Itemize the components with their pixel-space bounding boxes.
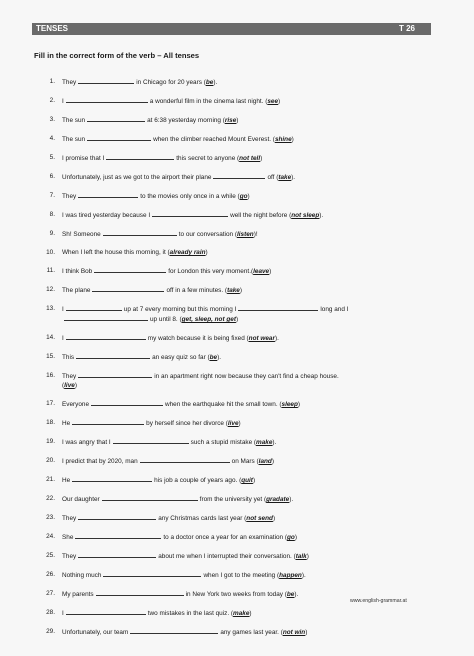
answer-blank[interactable] (87, 134, 151, 141)
item-text-end: ) (252, 477, 256, 484)
exercise-item (34, 371, 438, 390)
answer-blank[interactable] (75, 532, 161, 539)
item-number: 10. (46, 249, 55, 256)
answer-blank[interactable] (94, 266, 166, 273)
verb-hint: already rain (169, 249, 206, 256)
item-text-mid: any games last year. ( (220, 629, 283, 636)
answer-blank[interactable] (92, 285, 164, 292)
exercise-item (34, 570, 438, 580)
answer-blank[interactable] (78, 191, 138, 198)
answer-blank[interactable] (87, 115, 145, 122)
answer-blank[interactable] (130, 627, 218, 634)
answer-blank[interactable] (66, 333, 146, 340)
item-number: 14. (46, 334, 55, 341)
verb-hint: quit (241, 477, 253, 484)
item-text-mid: my watch because it is being fixed ( (147, 335, 249, 342)
exercise-item (34, 248, 438, 257)
instruction-heading: Fill in the correct form of the verb – All tenses (34, 51, 200, 60)
verb-hint: shine (274, 136, 292, 143)
item-text-start: I predict that by 2020, man (62, 458, 138, 465)
item-text-start: I (62, 335, 64, 342)
item-text-start: When I left the house this morning, it (62, 249, 166, 256)
item-text-start: I think Bob (62, 268, 93, 275)
item-text-end: ) (249, 610, 252, 617)
answer-blank[interactable] (78, 551, 156, 558)
answer-blank[interactable] (102, 494, 198, 501)
item-text-mid: two mistakes in the last quiz. ( (147, 610, 234, 617)
item-text-end: ) (294, 534, 297, 541)
verb-hint: make (233, 610, 250, 617)
exercise-item (34, 115, 438, 125)
answer-blank[interactable] (113, 437, 189, 444)
item-text-mid: in Chicago for 20 years ( (136, 79, 206, 86)
exercise-item (34, 333, 438, 343)
exercise-item (34, 399, 438, 409)
item-text-start: They (62, 553, 77, 560)
exercise-item (34, 229, 438, 239)
item-number: 29. (46, 628, 55, 635)
item-text-start: Sh! Someone (62, 231, 101, 238)
answer-blank[interactable] (78, 371, 152, 378)
item-number: 21. (46, 476, 55, 483)
exercise-item (34, 77, 438, 87)
item-text-mid: for London this very moment.( (168, 268, 254, 275)
answer-blank[interactable] (238, 304, 318, 311)
item-number: 25. (46, 552, 55, 559)
item-number: 28. (46, 609, 55, 616)
item-text-mid: when I got to the meeting ( (203, 572, 280, 579)
answer-blank[interactable] (96, 589, 184, 596)
item-text-start: Unfortunately, just as we got to the airport their plane (62, 174, 212, 181)
item-text-mid: an easy quiz so far ( (152, 354, 210, 361)
answer-blank[interactable] (140, 456, 230, 463)
verb-hint: be (205, 79, 214, 86)
exercise-item (34, 437, 438, 447)
verb-hint: get, sleep, not get (181, 316, 236, 323)
verb-hint: talk (295, 553, 307, 560)
item-text-end: ) (235, 316, 239, 323)
answer-blank[interactable] (213, 172, 265, 179)
verb-hint: not send (246, 515, 273, 522)
item-number: 20. (46, 457, 55, 464)
item-text-line2: ( (62, 382, 65, 389)
item-text-mid: off ( (267, 174, 279, 181)
item-number: 5. (49, 154, 55, 161)
answer-blank[interactable] (106, 153, 174, 160)
verb-hint: live (227, 420, 239, 427)
exercise-item (34, 96, 438, 106)
item-text-end: ) (271, 458, 274, 465)
item-text-start: I (62, 610, 64, 617)
exercise-item (34, 418, 438, 428)
item-number: 19. (46, 438, 55, 445)
item-text-start: This (62, 354, 75, 361)
item-text-start: They (62, 79, 77, 86)
item-text-mid: up at 7 every morning but this morning I (123, 306, 237, 313)
exercise-item (34, 172, 438, 182)
item-number: 18. (46, 419, 55, 426)
item-number: 27. (46, 590, 55, 597)
item-text-start: Nothing much (62, 572, 102, 579)
item-text-start: I was angry that I (62, 439, 111, 446)
exercise-item (34, 627, 438, 637)
item-text-start: They (62, 193, 77, 200)
item-text-start: Our daughter (62, 496, 100, 503)
item-text-mid: well the night before ( (230, 212, 292, 219)
item-number: 22. (46, 495, 55, 502)
item-text-mid: to a doctor once a year for an examination ( (163, 534, 287, 541)
item-number: 8. (49, 211, 55, 218)
item-text-start: He (62, 477, 71, 484)
item-text-start: The sun (62, 117, 86, 124)
verb-hint: see (267, 98, 279, 105)
answer-blank[interactable] (72, 418, 144, 425)
exercise-item (34, 456, 438, 466)
verb-hint: leave (253, 268, 270, 275)
exercise-item (34, 134, 438, 144)
item-number: 16. (46, 372, 55, 379)
verb-hint: gradate (266, 496, 290, 503)
item-text-end: ) (297, 401, 301, 408)
item-text-mid: such a stupid mistake ( (190, 439, 257, 446)
item-text-mid: on Mars ( (231, 458, 259, 465)
exercise-item (34, 304, 438, 324)
header-title: TENSES (36, 24, 69, 33)
answer-blank[interactable] (78, 77, 134, 84)
verb-hint: be (209, 354, 218, 361)
item-text-start: Everyone (62, 401, 89, 408)
verb-hint: take (278, 174, 292, 181)
item-text-end: ) (205, 249, 208, 256)
verb-hint: go (287, 534, 295, 541)
item-text-end: ). (274, 335, 279, 342)
item-text-start: I (62, 98, 64, 105)
item-text-end: ). (217, 354, 221, 361)
item-text-end: ) (236, 117, 239, 124)
item-text-mid: when the climber reached Mount Everest. ( (153, 136, 275, 143)
item-text-end: ) (269, 268, 272, 275)
answer-blank[interactable] (76, 352, 150, 359)
exercise-item (34, 475, 438, 485)
item-text-mid: ( (167, 249, 170, 256)
item-text-end: )! (253, 231, 258, 238)
verb-hint: take (227, 287, 240, 294)
item-text-mid: this secret to anyone ( (176, 155, 240, 162)
answer-blank[interactable] (152, 210, 228, 217)
item-text-mid: off in a few minutes. ( (166, 287, 228, 294)
answer-blank[interactable] (72, 475, 152, 482)
item-number: 26. (46, 571, 55, 578)
verb-hint: rise (224, 117, 237, 124)
verb-hint: live (64, 382, 75, 389)
exercise-item (34, 494, 438, 504)
item-text-mid: by herself since her divorce ( (146, 420, 228, 427)
verb-hint: make (256, 439, 273, 446)
item-text-mid: his job a couple of years ago. ( (154, 477, 242, 484)
item-number: 4. (49, 135, 55, 142)
item-text-start: The plane (62, 287, 91, 294)
item-text-end: ) (74, 382, 77, 389)
verb-hint: not sleep (291, 212, 320, 219)
item-number: 12. (46, 286, 55, 293)
item-text-end: ). (213, 79, 218, 86)
item-text-start: They (62, 515, 77, 522)
exercise-list (34, 77, 438, 637)
verb-hint: land (258, 458, 272, 465)
header-bar (32, 23, 431, 35)
item-text-mid: at 6:38 yesterday morning ( (147, 117, 225, 124)
item-text-mid: in an apartment right now because they can't find a cheap house. (154, 373, 339, 380)
header-code: T 26 (398, 24, 415, 33)
verb-hint: not tell (239, 155, 261, 162)
item-number: 7. (49, 192, 55, 199)
item-text-mid: to the movies only once in a while ( (140, 193, 240, 200)
answer-blank[interactable] (66, 304, 122, 311)
item-text-start: He (62, 420, 71, 427)
item-text-end: ) (272, 515, 276, 522)
item-text-start: My parents (62, 591, 94, 598)
exercise-item (34, 551, 438, 561)
answer-blank[interactable] (64, 314, 148, 321)
item-text-end: ) (238, 420, 241, 427)
exercise-item (34, 513, 438, 523)
item-text-end: ). (301, 572, 306, 579)
item-number: 1. (49, 78, 55, 85)
item-text-mid: to our conversation ( (178, 231, 237, 238)
item-number: 2. (49, 97, 55, 104)
item-text-mid: when the earthquake hit the small town. ( (165, 401, 282, 408)
item-text-mid: in New York two weeks from today ( (185, 591, 287, 598)
verb-hint: go (239, 193, 248, 200)
item-number: 3. (49, 116, 55, 123)
exercise-item (34, 191, 438, 201)
item-number: 6. (49, 173, 55, 180)
exercise-item (34, 532, 438, 542)
item-text-start: The sun (62, 136, 86, 143)
item-text-end: ). (294, 591, 299, 598)
item-text-start: I (62, 306, 64, 313)
item-text-start: They (62, 373, 77, 380)
item-text-end: ) (278, 98, 281, 105)
item-text-mid: any Christmas cards last year ( (158, 515, 247, 522)
item-text-line2: up until 8. ( (150, 316, 182, 323)
item-text-end: ). (319, 212, 324, 219)
exercise-item (34, 153, 438, 163)
item-text-mid: about me when I interrupted their conversation. ( (158, 553, 296, 560)
item-text-end: ) (306, 553, 309, 560)
verb-hint: be (286, 591, 295, 598)
answer-blank[interactable] (103, 229, 177, 236)
item-text-end: ). (291, 174, 296, 181)
exercise-item (34, 608, 438, 618)
verb-hint: happen (279, 572, 302, 579)
item-number: 24. (46, 533, 55, 540)
item-text-mid-2: long and I (320, 306, 349, 313)
item-text-end: ) (291, 136, 294, 143)
answer-blank[interactable] (91, 399, 163, 406)
item-text-mid: a wonderful film in the cinema last night. ( (149, 98, 268, 105)
verb-hint: not wear (248, 335, 275, 342)
item-text-start: I promise that I (62, 155, 105, 162)
verb-hint: not win (282, 629, 306, 636)
answer-blank[interactable] (103, 570, 201, 577)
item-text-end: ). (289, 496, 294, 503)
item-text-end: ) (260, 155, 263, 162)
answer-blank[interactable] (66, 608, 146, 615)
item-text-start: She (62, 534, 74, 541)
exercise-item (34, 210, 438, 220)
answer-blank[interactable] (66, 96, 148, 103)
item-text-end: ). (272, 439, 277, 446)
item-number: 11. (46, 267, 55, 274)
item-number: 15. (46, 353, 55, 360)
item-number: 17. (46, 400, 55, 407)
answer-blank[interactable] (78, 513, 156, 520)
item-text-start: Unfortunately, our team (62, 629, 129, 636)
item-text-end: ) (247, 193, 250, 200)
item-text-start: I was tired yesterday because I (62, 212, 151, 219)
item-text-end: ) (239, 287, 242, 294)
exercise-item (34, 285, 438, 295)
item-number: 23. (46, 514, 55, 521)
exercise-item (34, 266, 438, 276)
verb-hint: listen (237, 231, 254, 238)
item-text-mid: from the university yet ( (199, 496, 267, 503)
item-number: 13. (46, 305, 55, 312)
exercise-item (34, 352, 438, 362)
item-number: 9. (49, 230, 55, 237)
verb-hint: sleep (281, 401, 298, 408)
item-text-end: ) (305, 629, 308, 636)
footer-url: www.english-grammar.at (350, 598, 407, 604)
